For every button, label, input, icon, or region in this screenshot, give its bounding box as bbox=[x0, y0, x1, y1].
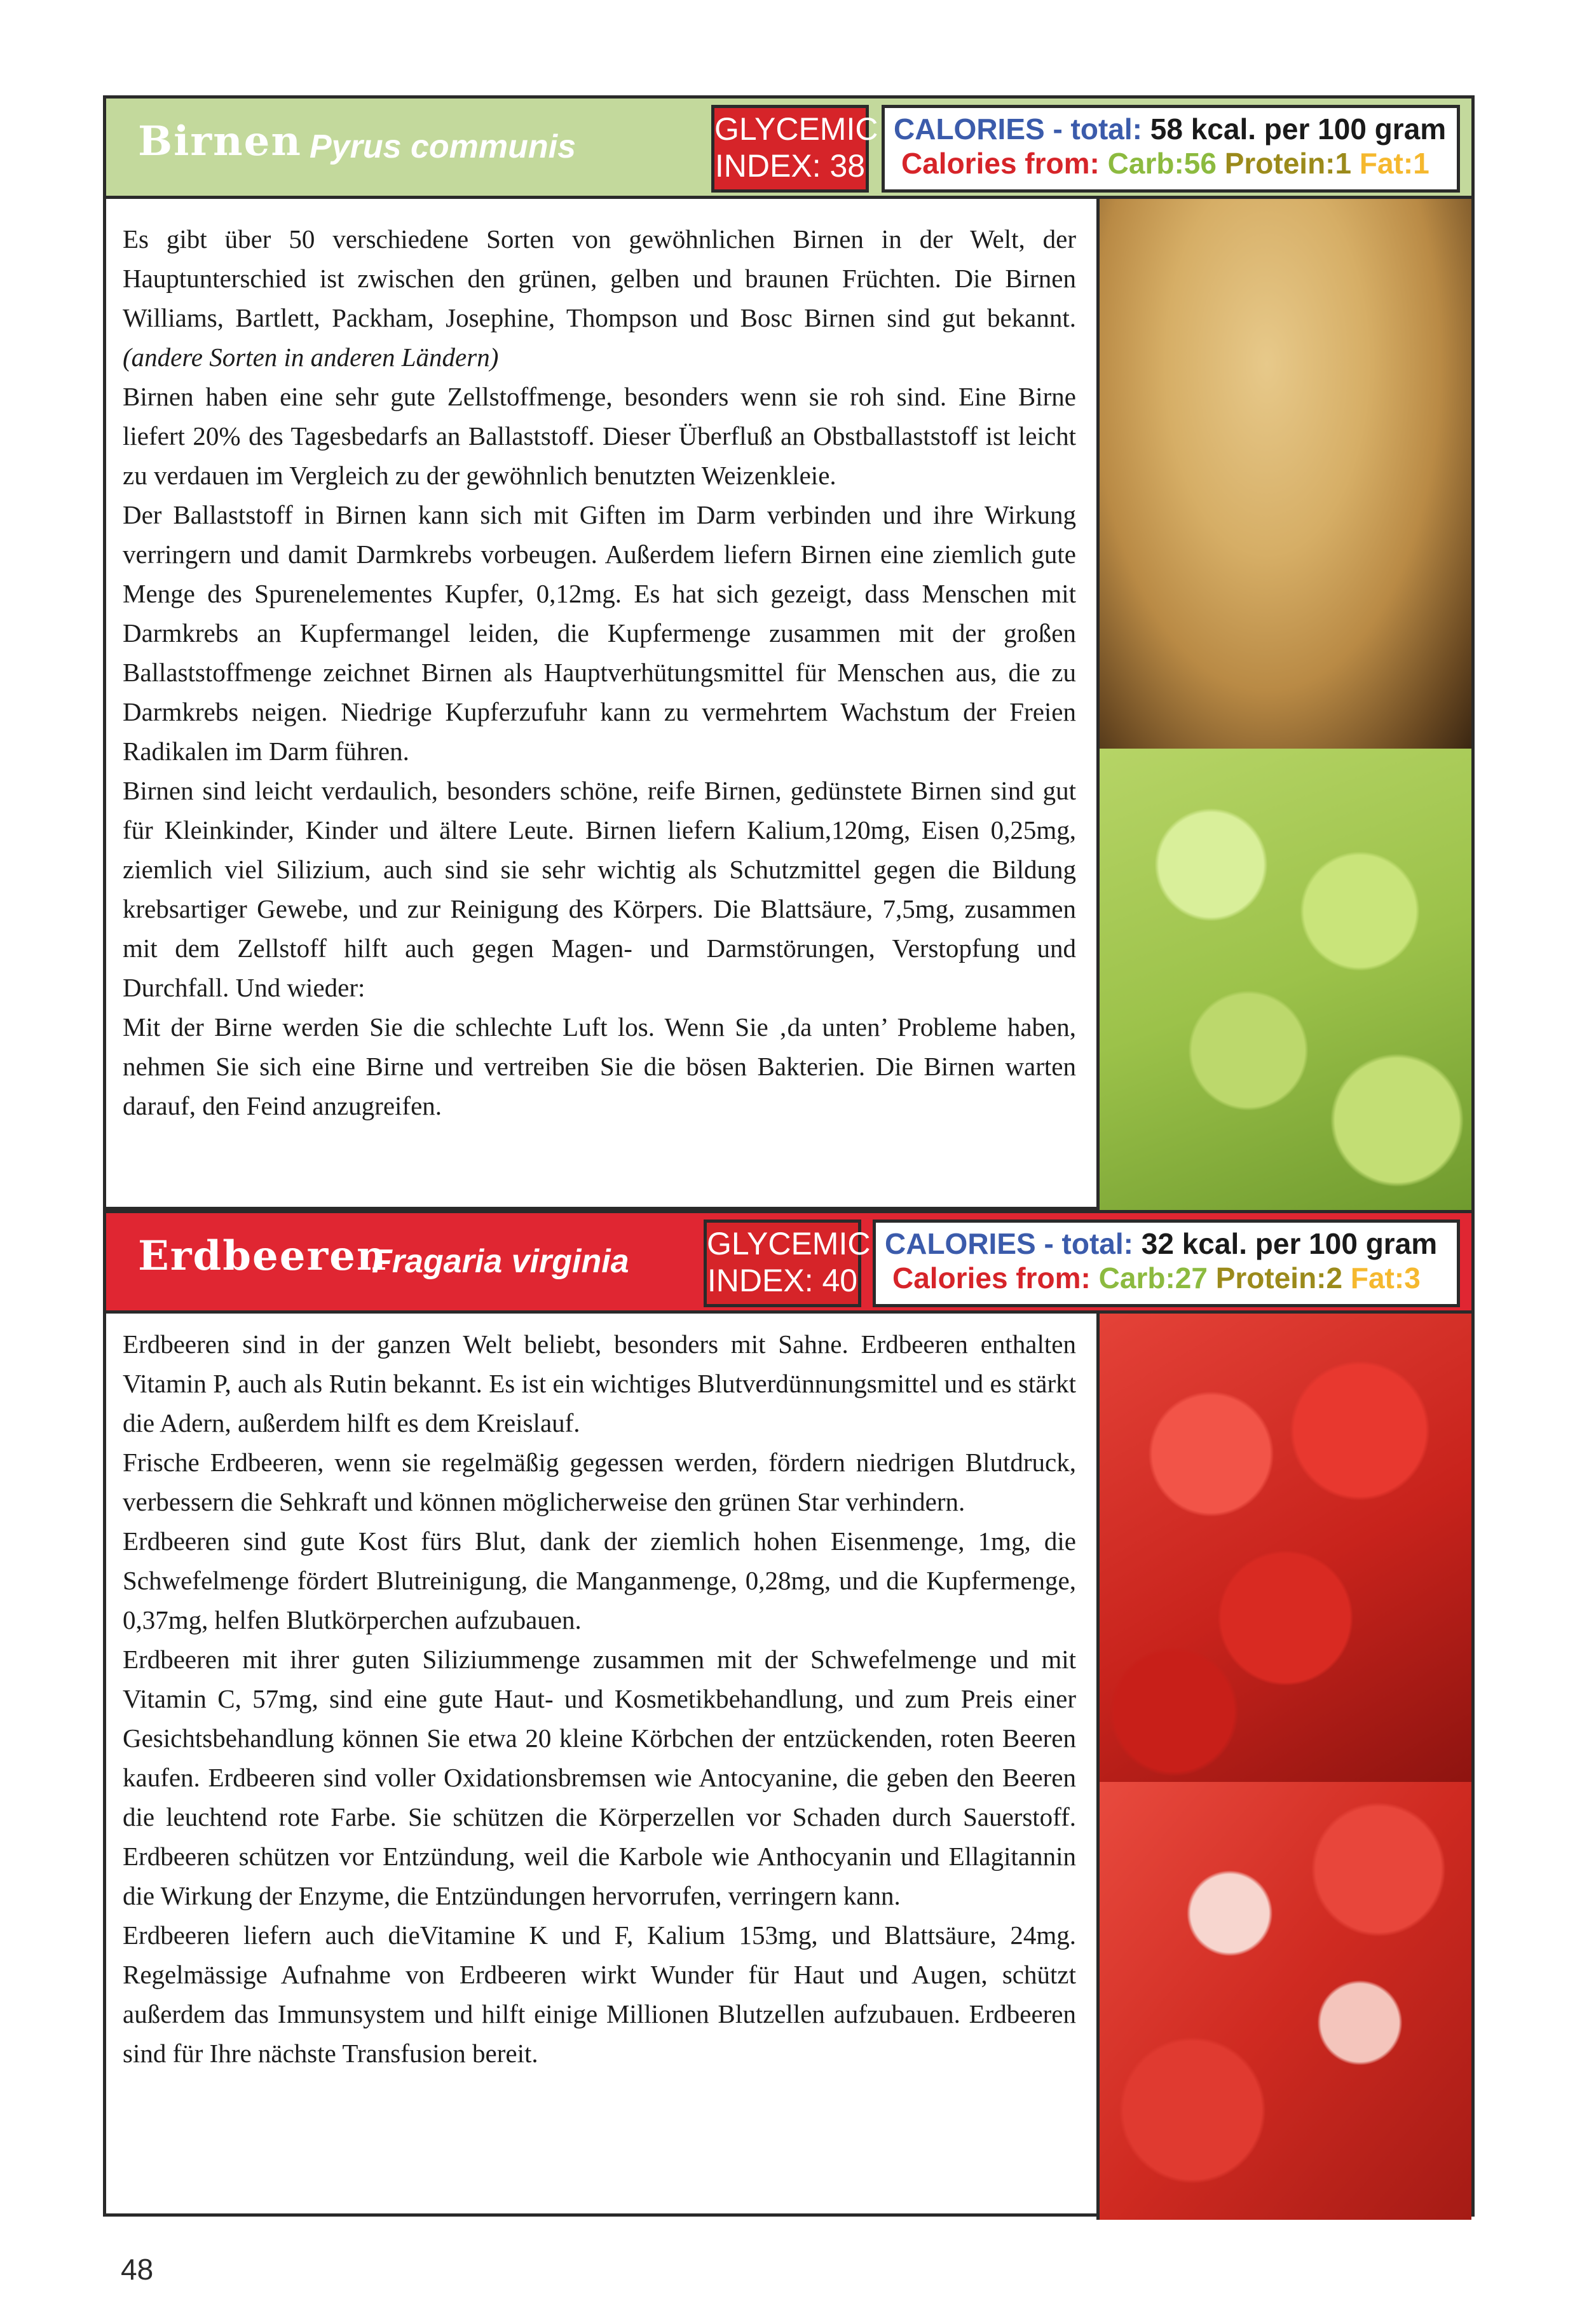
calories-total-line bbox=[894, 112, 1457, 146]
green-pears-photo bbox=[1096, 749, 1471, 1213]
calories-label: CALORIES - total: bbox=[885, 1227, 1133, 1260]
gi-label: GLYCEMIC bbox=[707, 1226, 871, 1261]
pears-bowl-photo bbox=[1096, 199, 1471, 749]
paragraph: Erdbeeren sind in der ganzen Welt beliebt, besonders mit Sahne. Erdbeeren enthalten Vitamin P, auch als Rutin bekannt. Es ist ein wichtiges Blutverdünnungsmittel und es stärkt die Adern, außerdem hilft es dem Kreislauf. bbox=[123, 1329, 1076, 1437]
section-header bbox=[106, 1213, 1471, 1314]
paragraph: Der Ballaststoff in Birnen kann sich mit Giften im Darm verbinden und ihre Wirkung verringern und damit Darmkrebs vorbeugen. Außerdem liefern Birnen eine ziemlich gute Menge des Spurenelementes Kupfer, 0,12mg. Es hat sich gezeigt, dass Menschen mit Darmkrebs an Kupfermangel leiden, die Kupfermenge zusammen mit der großen Ballaststoffmenge zeichnet Birnen als Hauptverhütungsmittel für Menschen aus, die zu Darmkrebs neigen. Niedrige Kupferzufuhr kann zu vermehrtem Wachstum der Freien Radikalen im Darm führen. bbox=[123, 500, 1076, 766]
calories-carb: Carb:27 bbox=[1098, 1261, 1208, 1295]
calories-total: 32 kcal. per 100 gram bbox=[1141, 1227, 1438, 1260]
calories-box bbox=[882, 105, 1460, 193]
section-body-text bbox=[123, 1324, 1076, 2073]
calories-protein: Protein:1 bbox=[1224, 147, 1352, 180]
halved-strawberries-photo bbox=[1096, 1782, 1471, 2220]
calories-total-line bbox=[885, 1227, 1457, 1261]
strawberries-photo bbox=[1096, 1314, 1471, 1782]
calories-fat: Fat:3 bbox=[1350, 1261, 1421, 1295]
calories-total: 58 kcal. per 100 gram bbox=[1150, 112, 1447, 146]
page-number: 48 bbox=[121, 2253, 154, 2286]
gi-value: INDEX: 40 bbox=[707, 1263, 858, 1298]
latin-name: Pyrus communis bbox=[310, 128, 576, 165]
section-header bbox=[106, 99, 1471, 199]
paragraph: Frische Erdbeeren, wenn sie regelmäßig gegessen werden, fördern niedrigen Blutdruck, verbessern die Sehkraft und können möglicherweise den grünen Star verhindern. bbox=[123, 1448, 1076, 1516]
paragraph: Erdbeeren sind gute Kost fürs Blut, dank der ziemlich hohen Eisenmenge, 1mg, die Schwefelmenge fördert Blutreinigung, die Manganmenge, 0,28mg, und die Kupfermenge, 0,37mg, helfen Blutkörperchen aufzubauen. bbox=[123, 1526, 1076, 1634]
calories-from-line bbox=[885, 1261, 1457, 1295]
calories-from-label: Calories from: bbox=[892, 1261, 1091, 1295]
paragraph: Mit der Birne werden Sie die schlechte Luft los. Wenn Sie ‚da unten’ Probleme haben, nehmen Sie sich eine Birne und vertreiben Sie die bösen Bakterien. Die Birnen warten darauf, den Feind anzugreifen. bbox=[123, 1012, 1076, 1120]
paragraph: Erdbeeren liefern auch dieVitamine K und F, Kalium 153mg, und Blattsäure, 24mg. Regelmässige Aufnahme von Erdbeeren wirkt Wunder für Haut und Augen, schützt außerdem das Immunsystem und hilft einige Millionen Blutzellen aufzubauen. Erdbeeren sind für Ihre nächste Transfusion bereit. bbox=[123, 1920, 1076, 2068]
calories-fat: Fat:1 bbox=[1359, 147, 1429, 180]
section-birnen bbox=[103, 95, 1475, 1210]
paragraph: Erdbeeren mit ihrer guten Siliziummenge zusammen mit der Schwefelmenge und mit Vitamin C, 57mg, sind eine gute Haut- und Kosmetikbehandlung, und zum Preis einer Gesichtsbehandlung können Sie etwa 20 kleine Körbchen der entzückenden, roten Beeren kaufen. Erdbeeren sind voller Oxidationsbremsen wie Antocyanine, die geben den Beeren die leuchtend rote Farbe. Sie schützen die Körperzellen vor Schaden durch Sauerstoff. Erdbeeren schützen vor Entzündung, weil die Karbole wie Anthocyanin und Ellagitannin die Wirkung der Enzyme, die Entzündungen hervorrufen, verringern kann. bbox=[123, 1645, 1076, 1910]
paragraph: Es gibt über 50 verschiedene Sorten von gewöhnlichen Birnen in der Welt, der Hauptunterschied ist zwischen den grünen, gelben und braunen Früchten. Die Birnen Williams, Bartlett, Packham, Josephine, Thompson und Bosc Birnen sind gut bekannt. (andere Sorten in anderen Ländern) bbox=[123, 224, 1076, 372]
paragraph: Birnen sind leicht verdaulich, besonders schöne, reife Birnen, gedünstete Birnen sind gut für Kleinkinder, Kinder und ältere Leute. Birnen liefern Kalium,120mg, Eisen 0,25mg, ziemlich viel Silizium, auch sind sie sehr wichtig als Schutzmittel gegen die Bildung krebsartiger Gewebe, und zur Reinigung des Körpers. Die Blattsäure, 7,5mg, zusammen mit dem Zellstoff hilft auch gegen Magen- und Darmstörungen, Verstopfung und Durchfall. Und wieder: bbox=[123, 776, 1076, 1002]
calories-from-line bbox=[894, 146, 1457, 180]
section-erdbeeren bbox=[103, 1210, 1475, 2217]
section-body-text bbox=[123, 219, 1076, 1125]
fruit-name: Birnen bbox=[138, 118, 302, 165]
paragraph-italic-note: (andere Sorten in anderen Ländern) bbox=[123, 343, 499, 372]
calories-label: CALORIES - total: bbox=[894, 112, 1142, 146]
gi-label: GLYCEMIC bbox=[714, 111, 878, 147]
gi-value: INDEX: 38 bbox=[714, 148, 866, 184]
glycemic-index-box bbox=[711, 105, 878, 193]
paragraph: Birnen haben eine sehr gute Zellstoffmenge, besonders wenn sie roh sind. Eine Birne liefert 20% des Tagesbedarfs an Ballaststoff. Dieser Überfluß an Obstballaststoff ist leicht zu verdauen im Vergleich zu der gewöhnlich benutzten Weizenkleie. bbox=[123, 382, 1076, 490]
latin-name: Fragaria virginia bbox=[372, 1243, 629, 1280]
calories-box bbox=[873, 1220, 1460, 1307]
calories-from-label: Calories from: bbox=[901, 147, 1100, 180]
glycemic-index-box bbox=[704, 1220, 871, 1307]
fruit-name: Erdbeeren bbox=[138, 1232, 388, 1280]
calories-protein: Protein:2 bbox=[1215, 1261, 1343, 1295]
calories-carb: Carb:56 bbox=[1107, 147, 1217, 180]
